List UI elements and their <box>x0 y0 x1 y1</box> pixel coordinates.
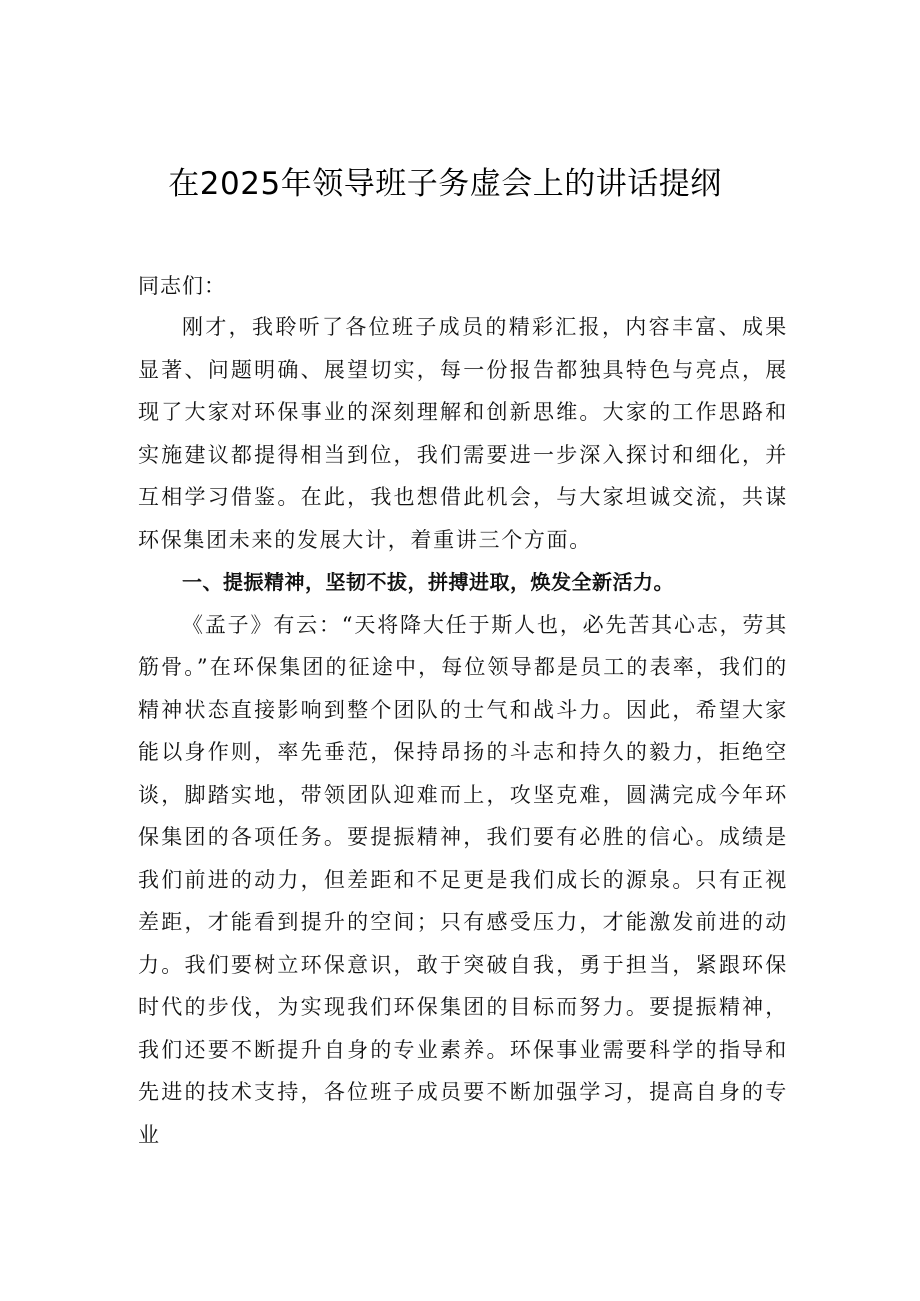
salutation: 同志们： <box>138 274 226 298</box>
section-paragraph: 《孟子》有云：“天将降大任于斯人也，必先苦其心志，劳其筋骨。”在环保集团的征途中，每位领导都是员工的表率，我们的精神状态直接影响到整个团队的士气和战斗力。因此，希望大家能以身作则，率先垂范，保持昂扬的斗志和持久的毅力，拒绝空谈，脚踏实地，带领团队迎难而上，攻坚克难，圆满完成今年环保集团的各项任务。要提振精神，我们要有必胜的信心。成绩是我们前进的动力，但差距和不足更是我们成长的源泉。只有正视差距，才能看到提升的空间；只有感受压力，才能激发前进的动力。我们要树立环保意识，敢于突破自我，勇于担当，紧跟环保时代的步伐，为实现我们环保集团的目标而努力。要提振精神，我们还要不断提升自身的专业素养。环保事业需要科学的指导和先进的技术支持，各位班子成员要不断加强学习，提高自身的专业 <box>138 612 788 1147</box>
document-title: 在2025年领导班子务虚会上的讲话提纲 <box>168 166 722 202</box>
section-heading: 一、提振精神，坚韧不拔，拼搏进取，焕发全新活力。 <box>182 570 674 594</box>
opening-paragraph: 刚才，我聆听了各位班子成员的精彩汇报，内容丰富、成果显著、问题明确、展望切实，每一份报告都独具特色与亮点，展现了大家对环保事业的深刻理解和创新思维。大家的工作思路和实施建议都提得相当到位，我们需要进一步深入探讨和细化，并互相学习借鉴。在此，我也想借此机会，与大家坦诚交流，共谋环保集团未来的发展大计，着重讲三个方面。 <box>138 315 788 552</box>
document-body <box>138 266 788 1156</box>
